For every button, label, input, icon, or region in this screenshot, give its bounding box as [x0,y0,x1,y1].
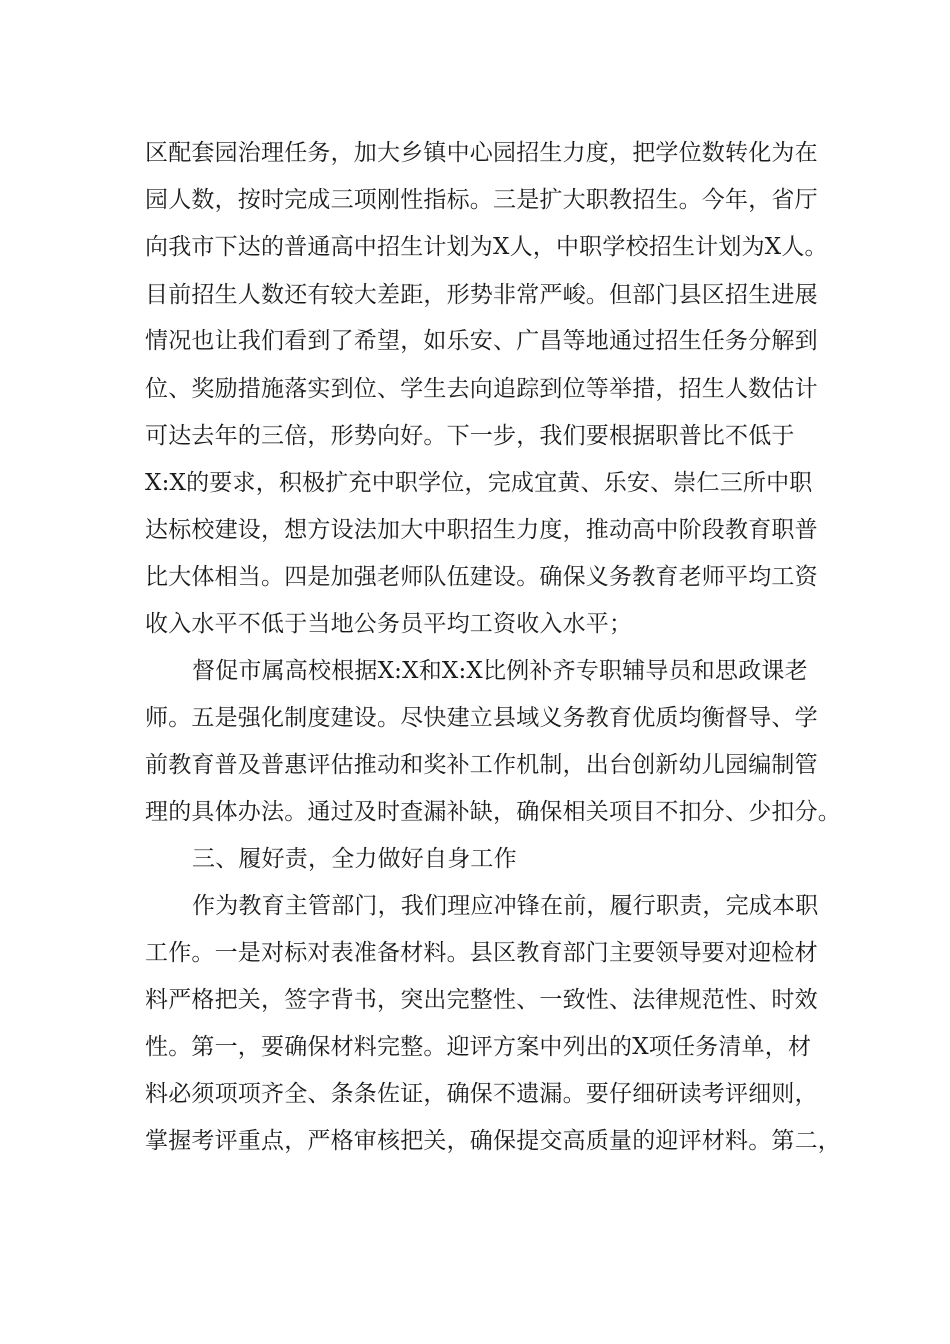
body-text-line: 可达去年的三倍，形势向好。下一步，我们要根据职普比不低于 [145,423,795,449]
body-text-line: 达标校建设，想方设法加大中职招生力度，推动高中阶段教育职普 [145,517,818,543]
body-text-line: 前教育普及普惠评估推动和奖补工作机制，出台创新幼儿园编制管 [145,752,818,778]
body-text-line: 比大体相当。四是加强老师队伍建设。确保义务教育老师平均工资 [145,564,818,590]
paragraph-first-line: 作为教育主管部门，我们理应冲锋在前，履行职责，完成本职 [192,893,819,919]
body-text-line: 收入水平不低于当地公务员平均工资收入水平； [145,611,633,637]
body-text-line: 工作。一是对标对表准备材料。县区教育部门主要领导要对迎检材 [145,940,818,966]
body-text-line: X:X的要求，积极扩充中职学位，完成宜黄、乐安、崇仁三所中职 [145,470,813,496]
body-text-line: 目前招生人数还有较大差距，形势非常严峻。但部门县区招生进展 [145,282,818,308]
body-text-line: 情况也让我们看到了希望，如乐安、广昌等地通过招生任务分解到 [145,328,818,354]
section-heading: 三、履好责，全力做好自身工作 [192,846,517,872]
body-text-line: 理的具体办法。通过及时查漏补缺，确保相关项目不扣分、少扣分。 [145,799,841,825]
body-text-line: 向我市下达的普通高中招生计划为X人，中职学校招生计划为X人。 [145,234,828,260]
body-text-line: 师。五是强化制度建设。尽快建立县域义务教育优质均衡督导、学 [145,705,818,731]
body-text-line: 区配套园治理任务，加大乡镇中心园招生力度，把学位数转化为在 [145,140,818,166]
body-text-line: 位、奖励措施落实到位、学生去向追踪到位等举措，招生人数估计 [145,376,818,402]
body-text-line: 料严格把关，签字背书，突出完整性、一致性、法律规范性、时效 [145,987,818,1013]
body-text-line: 园人数，按时完成三项刚性指标。三是扩大职教招生。今年，省厅 [145,187,818,213]
body-text-line: 性。第一，要确保材料完整。迎评方案中列出的X项任务清单，材 [145,1034,812,1060]
body-text-line: 掌握考评重点，严格审核把关，确保提交高质量的迎评材料。第二， [145,1128,841,1154]
paragraph-first-line: 督促市属高校根据X:X和X:X比例补齐专职辅导员和思政课老 [192,658,808,684]
body-text-line: 料必须项项齐全、条条佐证，确保不遗漏。要仔细研读考评细则， [145,1081,818,1107]
